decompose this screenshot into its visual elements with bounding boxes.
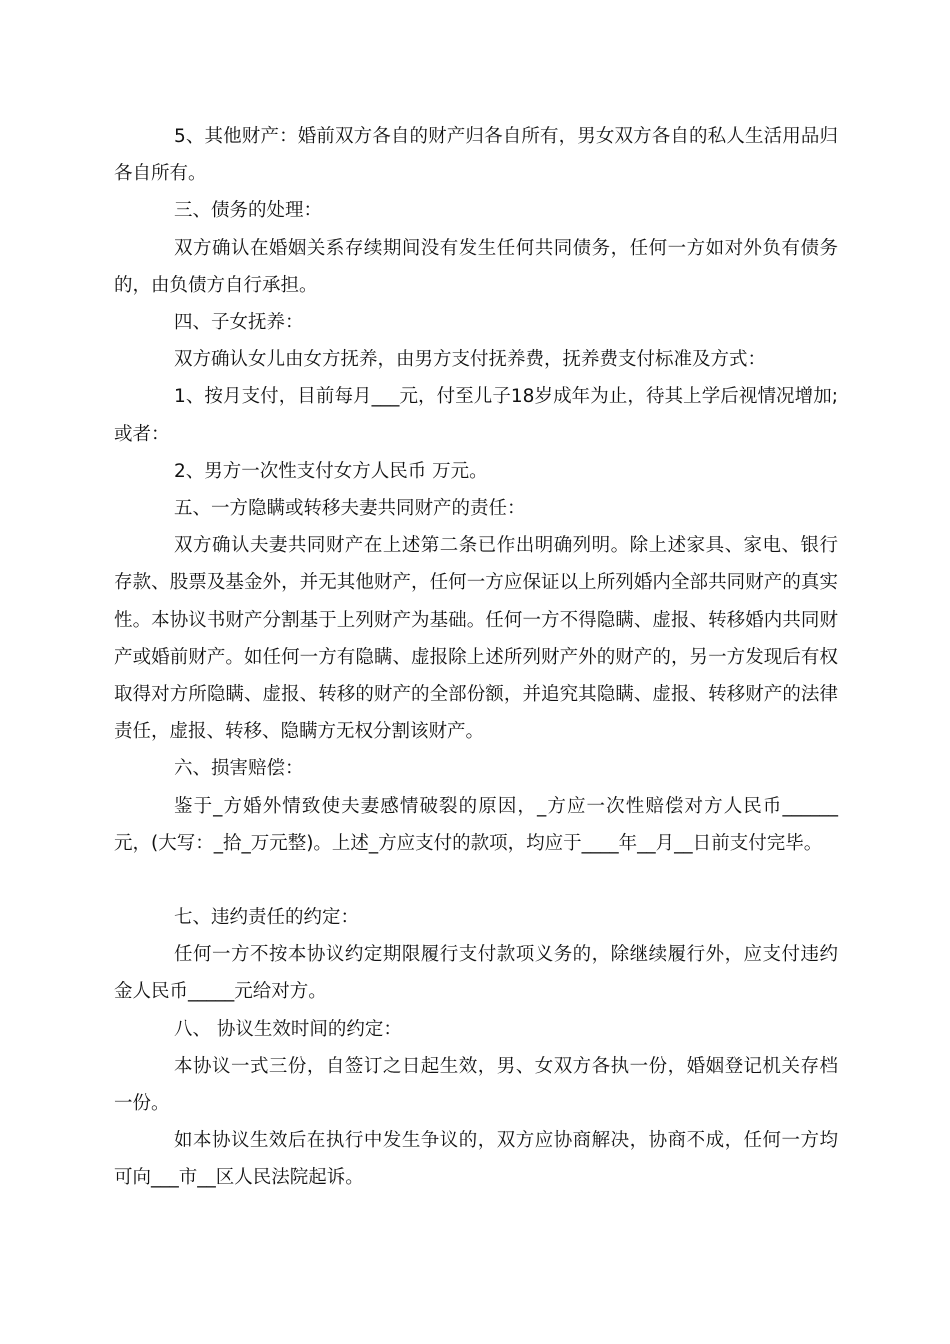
paragraph-other-property: 5、其他财产：婚前双方各自的财产归各自所有，男女双方各自的私人生活用品归各自所有。	[114, 126, 838, 185]
heading-effective-time: 八、 协议生效时间的约定：	[174, 1018, 402, 1040]
paragraph-effective-terms: 本协议一式三份，自签订之日起生效，男、女双方各执一份，婚姻登记机关存档一份。	[114, 1055, 838, 1115]
paragraph-damages-terms: 鉴于_方婚外情致使夫妻感情破裂的原因，_方应一次性赔偿对方人民币______元，(大写：_拾_万元整)。上述_方应支付的款项，均应于____年__月__日前支付完毕。	[114, 795, 838, 854]
heading-child-custody: 四、子女抚养：	[174, 312, 304, 334]
document-body	[114, 118, 838, 1197]
paragraph-breach-terms: 任何一方不按本协议约定期限履行支付款项义务的，除继续履行外，应支付违约金人民币_____元给对方。	[114, 944, 838, 1003]
paragraph-monthly-payment: 1、按月支付，目前每月___元，付至儿子18岁成年为止，待其上学后视情况增加;或者：	[114, 386, 838, 445]
heading-breach-liability: 七、违约责任的约定：	[174, 907, 360, 929]
heading-damages: 六、损害赔偿：	[174, 758, 304, 780]
heading-concealment-liability: 五、一方隐瞒或转移夫妻共同财产的责任：	[174, 498, 526, 520]
paragraph-lump-sum-payment: 2、男方一次性支付女方人民币 万元。	[174, 460, 488, 482]
paragraph-debt-confirmation: 双方确认在婚姻关系存续期间没有发生任何共同债务，任何一方如对外负有债务的，由负债方自行承担。	[114, 237, 838, 296]
blank-line	[114, 862, 838, 899]
heading-debt-handling: 三、债务的处理：	[174, 200, 323, 222]
paragraph-dispute-resolution: 如本协议生效后在执行中发生争议的，双方应协商解决，协商不成，任何一方均可向___市__区人民法院起诉。	[114, 1130, 838, 1189]
paragraph-custody-confirmation: 双方确认女儿由女方抚养，由男方支付抚养费，抚养费支付标准及方式：	[174, 349, 767, 371]
paragraph-concealment-terms: 双方确认夫妻共同财产在上述第二条已作出明确列明。除上述家具、家电、银行存款、股票及基金外，并无其他财产，任何一方应保证以上所列婚内全部共同财产的真实性。本协议书财产分割基于上列财产为基础。任何一方不得隐瞒、虚报、转移婚内共同财产或婚前财产。如任何一方有隐瞒、虚报除上述所列财产外的财产的，另一方发现后有权取得对方所隐瞒、虚报、转移的财产的全部份额，并追究其隐瞒、虚报、转移财产的法律责任，虚报、转移、隐瞒方无权分割该财产。	[114, 535, 838, 743]
